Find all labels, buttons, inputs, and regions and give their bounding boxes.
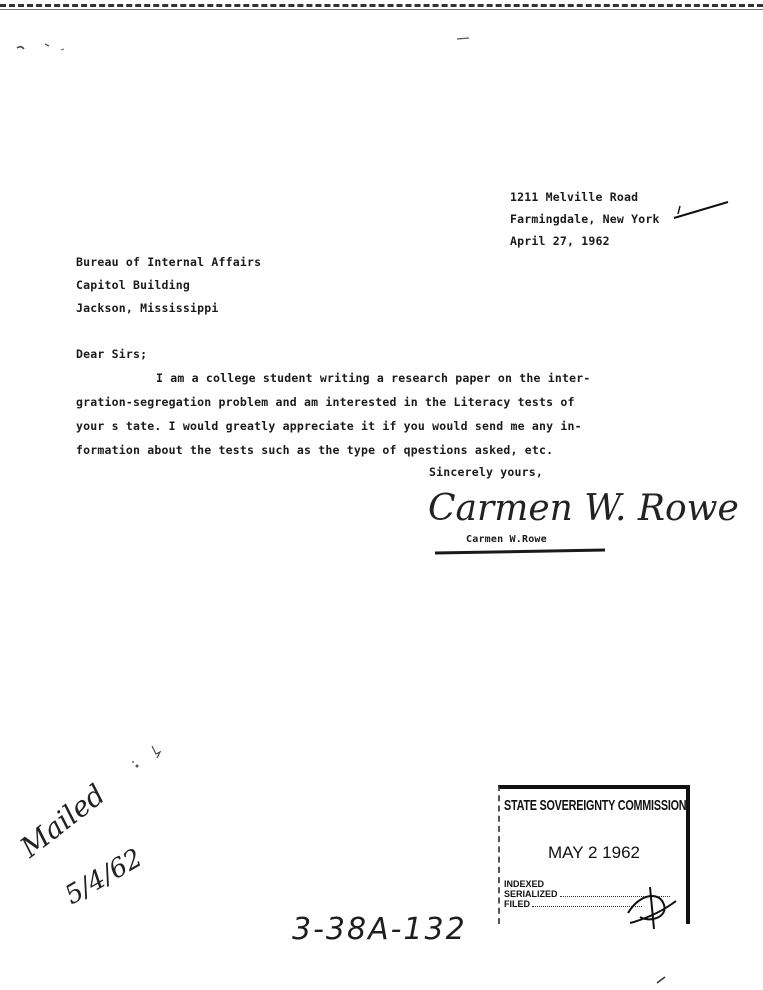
stamp-indexed-label: INDEXED bbox=[504, 879, 545, 889]
received-stamp bbox=[498, 785, 690, 924]
top-edge-line bbox=[0, 9, 763, 10]
mailed-handwritten-date: 5/4/62 bbox=[60, 843, 148, 911]
file-number: 3-38A-132 bbox=[292, 912, 467, 947]
recipient-city: Jackson, Mississippi bbox=[76, 301, 219, 315]
handwritten-signature: Carmen W. Rowe bbox=[428, 488, 739, 529]
mailed-handwritten-note: Mailed bbox=[14, 777, 112, 865]
body-line: your s tate. I would greatly appreciate it if you would send me any in- bbox=[76, 419, 582, 433]
stamp-initials-scribble bbox=[620, 883, 680, 933]
return-address-city: Farmingdale, New York bbox=[510, 212, 660, 226]
body-line: I am a college student writing a research paper on the inter- bbox=[156, 371, 591, 385]
return-address-street: 1211 Melville Road bbox=[510, 190, 639, 204]
salutation: Dear Sirs; bbox=[76, 347, 148, 361]
letter-date: April 27, 1962 bbox=[510, 234, 610, 248]
scan-dash-mark bbox=[655, 975, 669, 985]
scan-smudge-mark bbox=[125, 742, 175, 772]
stamp-date: MAY 2 1962 bbox=[548, 843, 640, 862]
scan-dash-mark bbox=[455, 36, 475, 42]
recipient-org: Bureau of Internal Affairs bbox=[76, 255, 262, 269]
closing: Sincerely yours, bbox=[429, 465, 543, 479]
body-line: formation about the tests such as the type of qpestions asked, etc. bbox=[76, 443, 554, 457]
scan-speck-mark bbox=[15, 38, 75, 58]
signature-underline bbox=[435, 549, 605, 555]
stamp-filed-label: FILED bbox=[504, 899, 530, 909]
stamp-indexed-field bbox=[504, 879, 544, 889]
body-line: gration-segregation problem and am interested in the Literacy tests of bbox=[76, 395, 575, 409]
stamp-serialized-label: SERIALIZED bbox=[504, 889, 558, 899]
checkmark-pen-stroke bbox=[672, 196, 732, 222]
recipient-building: Capitol Building bbox=[76, 278, 190, 292]
typed-name: Carmen W.Rowe bbox=[466, 534, 547, 545]
top-edge-perforation bbox=[0, 4, 763, 7]
stamp-title: STATE SOVEREIGNTY COMMISSION bbox=[504, 797, 687, 814]
